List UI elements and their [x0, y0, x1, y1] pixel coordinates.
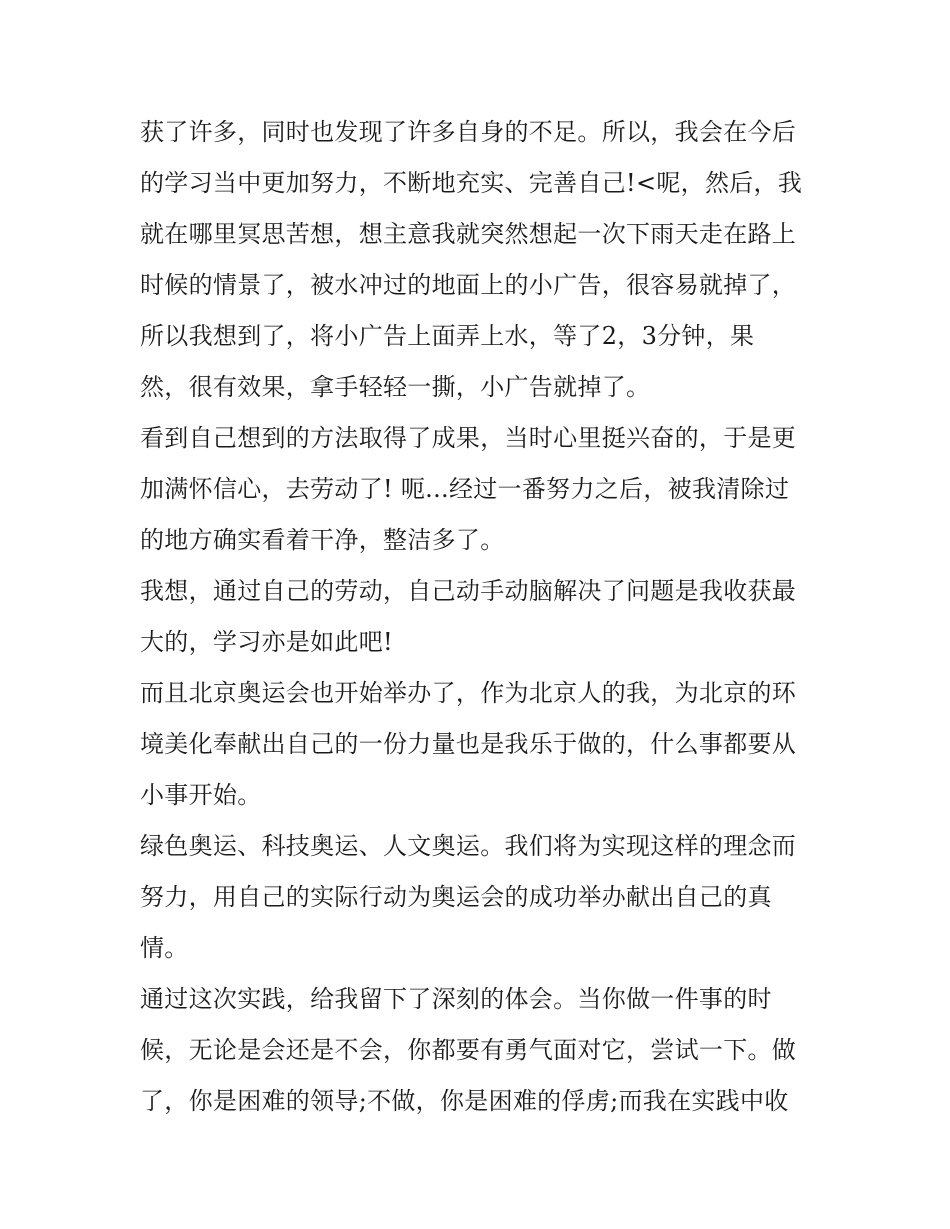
text-line: 而且北京奥运会也开始举办了，作为北京人的我，为北京的环	[140, 679, 797, 707]
text-line: 通过这次实践，给我留下了深刻的体会。当你做一件事的时	[140, 985, 772, 1013]
text-line: 的地方确实看着干净，整洁多了。	[140, 526, 505, 554]
document-body	[140, 107, 820, 1127]
text-line: 就在哪里冥思苦想，想主意我就突然想起一次下雨天走在路上	[140, 220, 797, 248]
text-line: 努力，用自己的实际行动为奥运会的成功举办献出自己的真	[140, 883, 772, 911]
text-line: 所以我想到了，将小广告上面弄上水，等了2，3分钟，果	[140, 322, 755, 350]
text-line: 小事开始。	[140, 781, 262, 809]
text-line: 的学习当中更加努力，不断地充实、完善自己!<呢，然后，我	[140, 169, 803, 197]
text-line: 我想，通过自己的劳动，自己动手动脑解决了问题是我收获最	[140, 577, 797, 605]
text-line: 然，很有效果，拿手轻轻一撕，小广告就掉了。	[140, 373, 651, 401]
text-line: 候，无论是会还是不会，你都要有勇气面对它，尝试一下。做	[140, 1036, 797, 1064]
text-line: 绿色奥运、科技奥运、人文奥运。我们将为实现这样的理念而	[140, 832, 797, 860]
text-line: 获了许多，同时也发现了许多自身的不足。所以，我会在今后	[140, 118, 797, 146]
text-line: 大的，学习亦是如此吧!	[140, 628, 393, 656]
text-line: 看到自己想到的方法取得了成果，当时心里挺兴奋的，于是更	[140, 424, 797, 452]
text-line: 了，你是困难的领导;不做，你是困难的俘虏;而我在实践中收	[140, 1087, 789, 1115]
text-line: 加满怀信心，去劳动了! 呃...经过一番努力之后，被我清除过	[140, 475, 790, 503]
text-line: 时候的情景了，被水冲过的地面上的小广告，很容易就掉了，	[140, 271, 797, 299]
text-line: 境美化奉献出自己的一份力量也是我乐于做的，什么事都要从	[140, 730, 797, 758]
text-line: 情。	[140, 934, 189, 962]
